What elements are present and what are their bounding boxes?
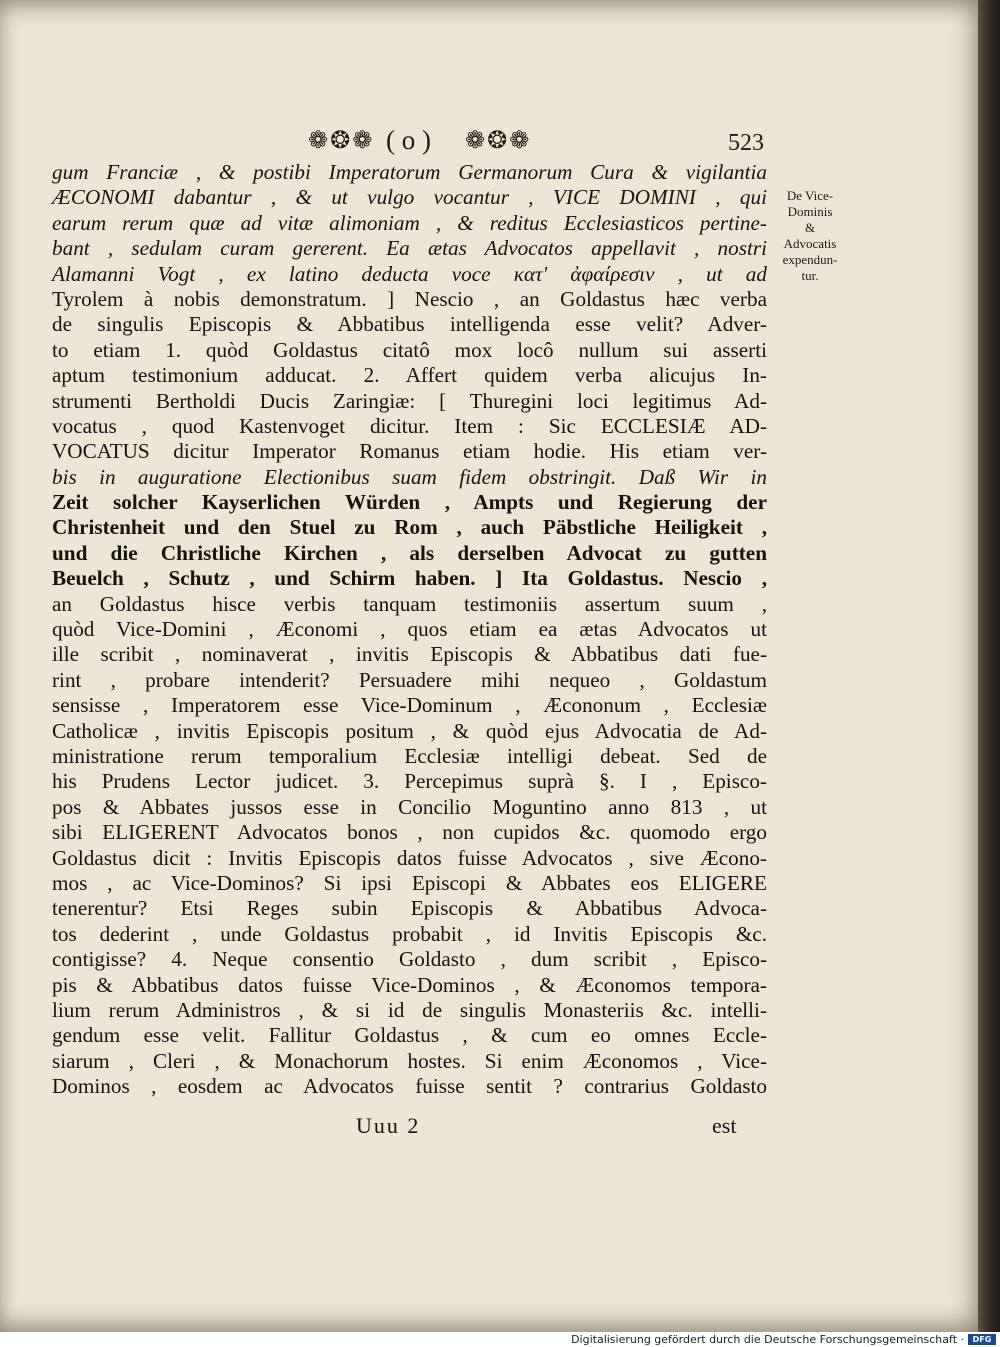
footer-credit: Digitalisierung gefördert durch die Deutsche Forschungsgemeinschaft · [571, 1333, 964, 1346]
text-line: lium rerum Administros , & si id de singulis Monasteriis &c. intelli- [52, 997, 767, 1022]
text-line: Goldastus dicit : Invitis Episcopis datos fuisse Advocatos , sive Æcono- [52, 845, 767, 870]
digitization-footer [0, 1332, 1000, 1347]
text-line: pos & Abbates jussos esse in Concilio Moguntino anno 813 , ut [52, 794, 767, 819]
marginal-note-line: & [804, 220, 816, 235]
body-text [52, 160, 767, 1099]
text-line: to etiam 1. quòd Goldastus citatô mox locô nullum sui asserti [52, 337, 767, 362]
text-line: Dominos , eosdem ac Advocatos fuisse sentit ? contrarius Goldasto [52, 1074, 767, 1099]
text-line: bant , sedulam curam gererent. Ea ætas Advocatos appellavit , nostri [52, 236, 767, 261]
text-line: an Goldastus hisce verbis tanquam testimoniis assertum suum , [52, 591, 767, 616]
catchword: est [712, 1113, 737, 1138]
text-line: und die Christliche Kirchen , als derselben Advocat zu gutten [52, 540, 767, 565]
marginal-note [770, 188, 850, 284]
text-line: Zeit solcher Kayserlichen Würden , Ampts und Regierung der [52, 490, 767, 515]
text-line: Catholicæ , invitis Episcopis positum , & quòd ejus Advocatia de Ad- [52, 718, 767, 743]
text-line: siarum , Cleri , & Monachorum hostes. Si enim Æconomos , Vice- [52, 1048, 767, 1073]
text-line: rint , probare intenderit? Persuadere mihi nequeo , Goldastum [52, 667, 767, 692]
signature-mark: Uuu 2 [356, 1113, 421, 1138]
text-line: Alamanni Vogt , ex latino deducta voce κατ' ἀφαίρεσιν , ut ad [52, 261, 767, 286]
text-line: tos dederint , unde Goldastus probabit , id Invitis Episcopis &c. [52, 921, 767, 946]
marginal-note-line: tur. [801, 268, 819, 283]
text-line: Beuelch , Schutz , und Schirm haben. ] Ita Goldastus. Nescio , [52, 566, 767, 591]
text-line: sibi ELIGERENT Advocatos bonos , non cupidos &c. quomodo ergo [52, 820, 767, 845]
text-line: contigisse? 4. Neque consentio Goldasto , dum scribit , Episco- [52, 947, 767, 972]
text-line: earum rerum quæ ad vitæ alimoniam , & reditus Ecclesiasticos pertine- [52, 210, 767, 235]
text-line: aptum testimonium adducat. 2. Affert quidem verba alicujus In- [52, 363, 767, 388]
page-number: 523 [728, 130, 764, 156]
page-edge-shadow [978, 0, 1000, 1332]
text-line: Christenheit und den Stuel zu Rom , auch Päbstliche Heiligkeit , [52, 515, 767, 540]
dfg-logo-icon: DFG [968, 1334, 996, 1345]
text-line: bis in auguratione Electionibus suam fidem obstringit. Daß Wir in [52, 464, 767, 489]
text-line: vocatus , quod Kastenvoget dicitur. Item : Sic ECCLESIÆ AD- [52, 413, 767, 438]
header-ornament-right: ❁❂❁ [465, 126, 532, 154]
header-ornament-left: ❁❂❁ [308, 126, 375, 154]
text-line: strumenti Bertholdi Ducis Zaringiæ: [ Thuregini loci legitimus Ad- [52, 388, 767, 413]
text-line: de singulis Episcopis & Abbatibus intelligenda esse velit? Adver- [52, 312, 767, 337]
text-line: sensisse , Imperatorem esse Vice-Dominum , Æcononum , Ecclesiæ [52, 693, 767, 718]
marginal-note-line: Dominis [787, 204, 833, 219]
header-mark: ( o ) [386, 125, 431, 155]
text-line: ÆCONOMI dabantur , & ut vulgo vocantur , VICE DOMINI , qui [52, 185, 767, 210]
text-line: Tyrolem à nobis demonstratum. ] Nescio , an Goldastus hæc verba [52, 286, 767, 311]
text-line: ministratione rerum temporalium Ecclesiæ intelligi debeat. Sed de [52, 743, 767, 768]
text-line: gum Franciæ , & postibi Imperatorum Germanorum Cura & vigilantia [52, 160, 767, 184]
marginal-note-line: expendun- [782, 252, 838, 267]
text-line: VOCATUS dicitur Imperator Romanus etiam hodie. His etiam ver- [52, 439, 767, 464]
text-line: ille scribit , nominaverat , invitis Episcopis & Abbatibus dati fue- [52, 642, 767, 667]
text-line: tenerentur? Etsi Reges subin Episcopis & Abbatibus Advoca- [52, 896, 767, 921]
text-line: mos , ac Vice-Dominos? Si ipsi Episcopi & Abbates eos ELIGERE [52, 870, 767, 895]
running-header [0, 125, 1000, 155]
marginal-note-line: De Vice- [786, 188, 834, 203]
text-line: pis & Abbatibus datos fuisse Vice-Dominos , & Æconomos tempora- [52, 972, 767, 997]
text-line: gendum esse velit. Fallitur Goldastus , & cum eo omnes Eccle- [52, 1023, 767, 1048]
marginal-note-line: Advocatis [783, 236, 837, 251]
text-line: his Prudens Lector judicet. 3. Percepimus suprà §. I , Episco- [52, 769, 767, 794]
text-line: quòd Vice-Domini , Æconomi , quos etiam ea ætas Advocatos ut [52, 617, 767, 642]
